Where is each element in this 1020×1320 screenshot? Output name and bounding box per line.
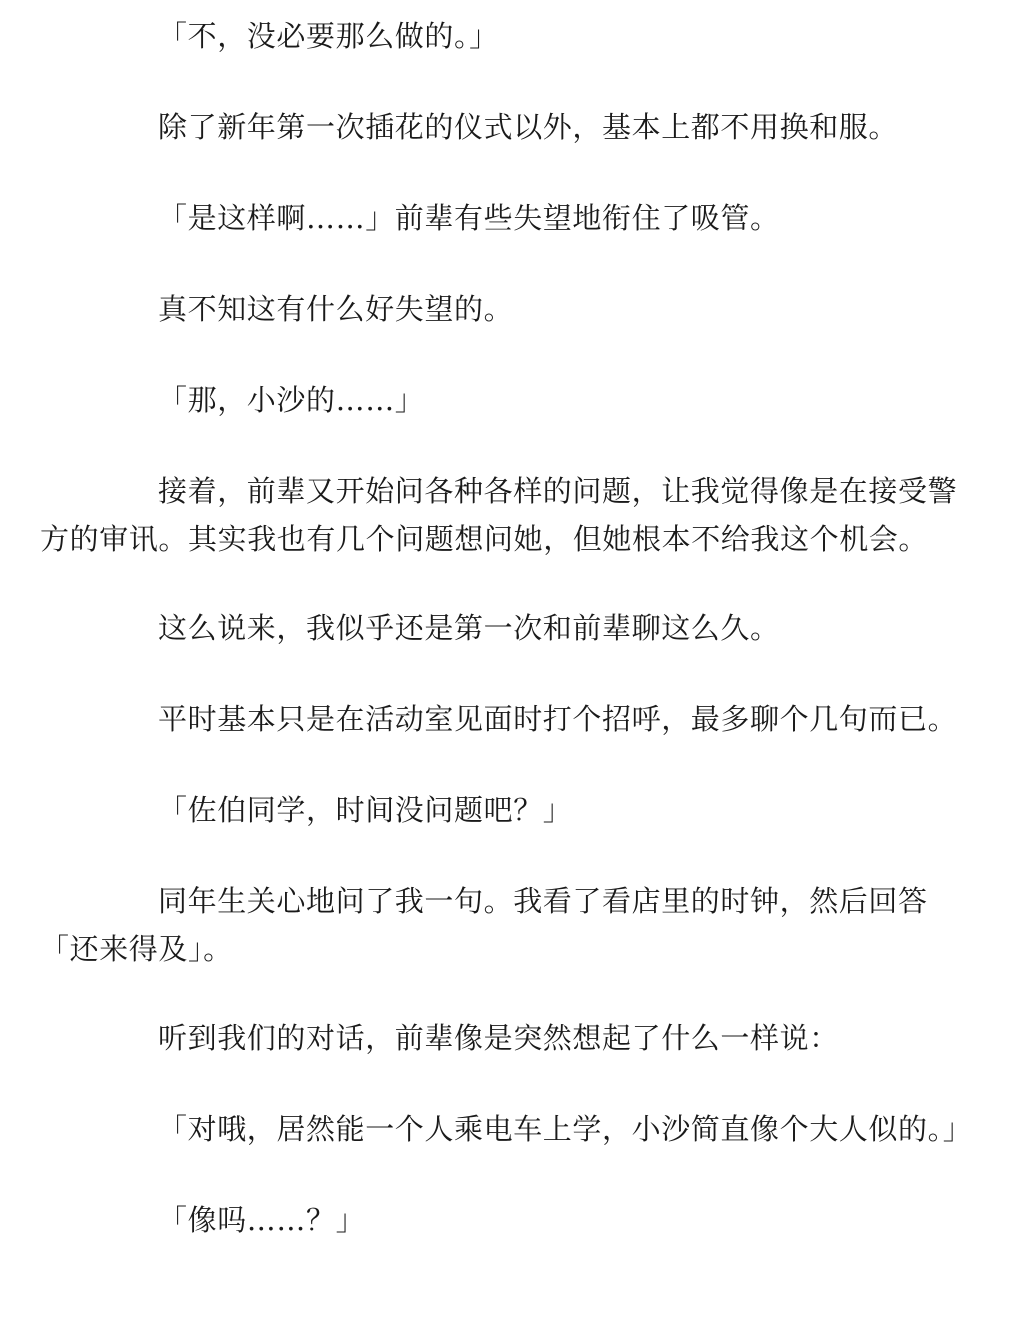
paragraph-5: 「那，小沙的……」 (158, 383, 425, 417)
paragraph-10: 同年生关心地问了我一句。我看了看店里的时钟，然后回答「还来得及」。 (40, 884, 928, 966)
paragraph-7: 这么说来，我似乎还是第一次和前辈聊这么久。 (158, 611, 780, 645)
paragraph-13: 「像吗……？」 (158, 1203, 366, 1237)
paragraph-9: 「佐伯同学，时间没问题吧？」 (158, 793, 573, 827)
paragraph-8: 平时基本只是在活动室见面时打个招呼，最多聊个几句而已。 (158, 702, 958, 736)
paragraph-1: 「不，没必要那么做的。」 (158, 19, 499, 53)
paragraph-6: 接着，前辈又开始问各种各样的问题，让我觉得像是在接受警方的审讯。其实我也有几个问题想问她，但她根本不给我这个机会。 (40, 474, 958, 556)
paragraph-4: 真不知这有什么好失望的。 (158, 292, 514, 326)
paragraph-3: 「是这样啊……」前辈有些失望地衔住了吸管。 (158, 201, 780, 235)
paragraph-12: 「对哦，居然能一个人乘电车上学，小沙简直像个大人似的。」 (158, 1112, 973, 1146)
paragraph-2: 除了新年第一次插花的仪式以外，基本上都不用换和服。 (158, 110, 899, 144)
paragraph-11: 听到我们的对话，前辈像是突然想起了什么一样说： (158, 1021, 839, 1055)
